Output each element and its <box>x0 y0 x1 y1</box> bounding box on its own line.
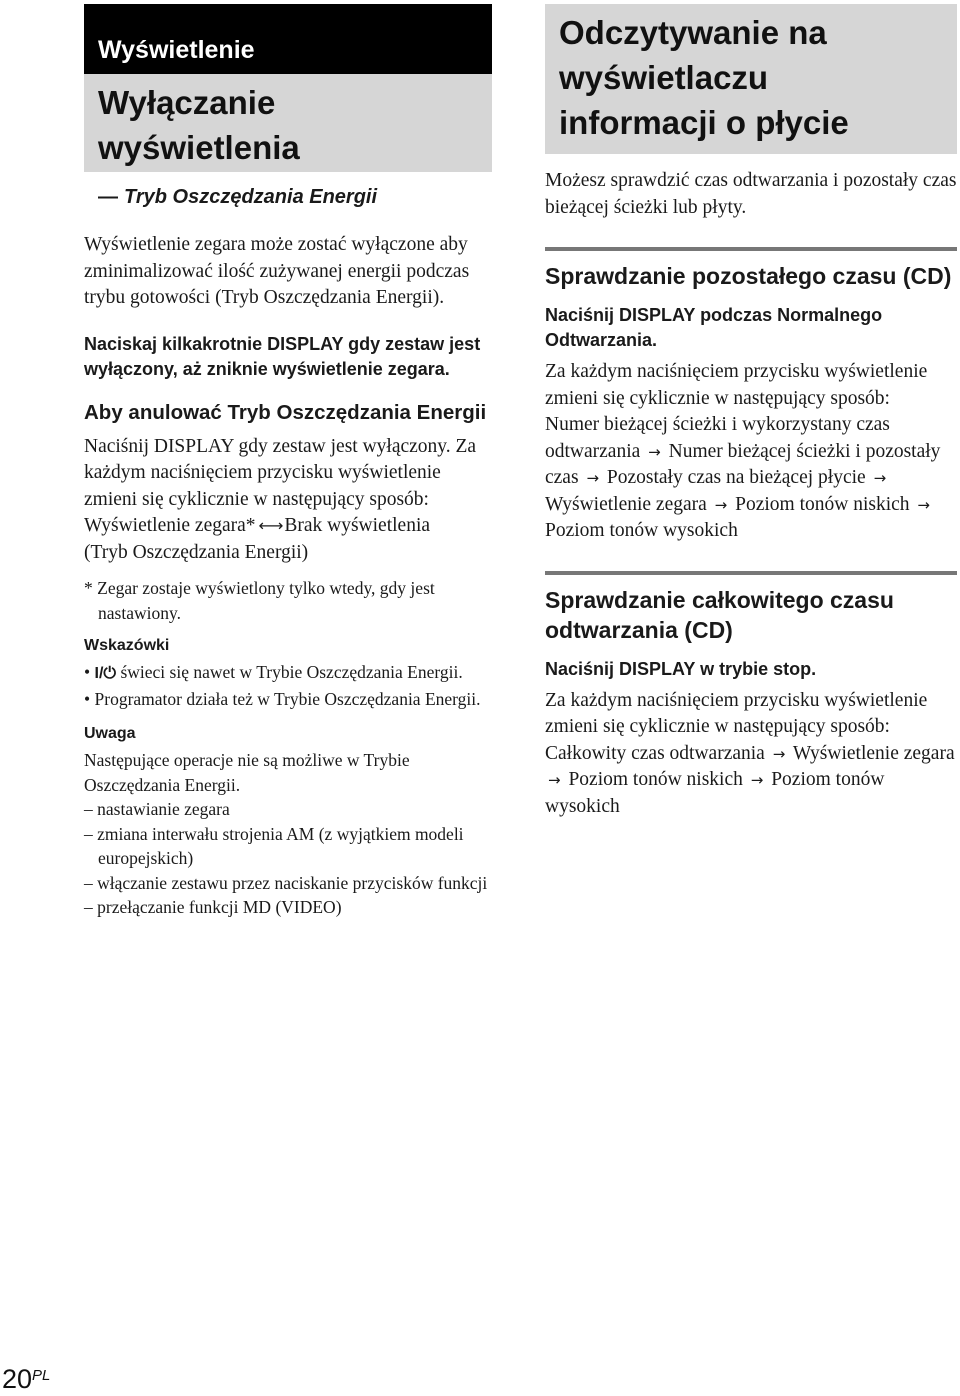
total-time-text: Za każdym naciśnięciem przycisku wyświetlenie zmieni się cyklicznie w następujący sposób: <box>545 689 928 737</box>
note-item: – nastawianie zegara <box>84 799 230 819</box>
note-item: – włączanie zestawu przez naciskanie przycisków funkcji <box>84 872 488 893</box>
left-column <box>84 4 492 920</box>
cycle-item-none: Brak wyświetlenia <box>284 515 431 536</box>
section-title <box>545 4 957 154</box>
page-title <box>84 74 492 172</box>
title-line: informacji o płycie <box>559 104 849 141</box>
intro-paragraph: Wyświetlenie zegara może zostać wyłączone aby zminimalizować ilość zużywanej energii podczas trybu gotowości (Tryb Oszczędzania Energii). <box>84 234 470 308</box>
note-heading: Uwaga <box>84 725 136 742</box>
cycle-item: Poziom tonów wysokich <box>545 520 738 541</box>
note-item: – przełączanie funkcji MD (VIDEO) <box>84 897 342 917</box>
tip-text: świeci się nawet w Trybie Oszczędzania Energii. <box>116 662 463 682</box>
section-divider <box>545 247 957 251</box>
arrow-right-icon: → <box>750 771 764 789</box>
tips-heading: Wskazówki <box>84 637 170 654</box>
page-number <box>2 1364 50 1395</box>
page-number-value: 20 <box>2 1364 33 1394</box>
subtitle-dash: — <box>98 186 118 208</box>
cycle-item: Numer bieżącej ścieżki i wykorzystany czas odtwarzania <box>545 414 890 462</box>
arrow-right-icon: → <box>548 771 561 789</box>
total-time-heading: Sprawdzanie całkowitego czasu odtwarzania (CD) <box>545 586 894 643</box>
section-header <box>84 4 492 74</box>
cycle-item: Wyświetlenie zegara <box>545 493 707 515</box>
cycle-item: Poziom tonów niskich <box>735 493 910 515</box>
footnote: * Zegar zostaje wyświetlony tylko wtedy, gdy jest nastawiony. <box>84 578 435 623</box>
power-icon: I/⏻ <box>94 665 117 682</box>
note-item: – zmiana interwału strojenia AM (z wyjątkiem modeli europejskich) <box>84 823 464 868</box>
remaining-time-instruction: Naciśnij DISPLAY podczas Normalnego Odtwarzania. <box>545 305 883 350</box>
arrow-right-icon: → <box>772 744 786 763</box>
instruction-step: Naciskaj kilkakrotnie DISPLAY gdy zestaw jest wyłączony, aż zniknie wyświetlenie zegara. <box>84 333 481 379</box>
right-column <box>545 4 957 820</box>
title-line: Odczytywanie na <box>559 14 827 51</box>
arrow-right-icon: → <box>873 469 887 487</box>
page-number-suffix: PL <box>32 1367 51 1384</box>
section-label: Wyświetlenie <box>98 36 255 64</box>
cancel-paragraph: Naciśnij DISPLAY gdy zestaw jest wyłączony. Za każdym naciśnięciem przycisku wyświetlenie zmieni się cyklicznie w następujący sposób: <box>84 435 477 510</box>
arrow-right-icon: → <box>586 469 600 487</box>
remaining-time-text: Za każdym naciśnięciem przycisku wyświetlenie zmieni się cyklicznie w następujący sposób: <box>545 361 928 409</box>
note-intro: Następujące operacje nie są możliwe w Trybie Oszczędzania Energii. <box>84 750 410 795</box>
cancel-heading: Aby anulować Tryb Oszczędzania Energii <box>84 400 487 424</box>
bidirectional-arrow-icon: ←→ <box>258 516 282 535</box>
remaining-time-cycle <box>545 412 957 545</box>
tip-item <box>84 660 492 687</box>
bullet: • <box>84 688 91 709</box>
cycle-item: Pozostały czas na bieżącej płycie <box>606 467 866 488</box>
bullet: • <box>84 662 91 682</box>
cycle-item: Poziom tonów niskich <box>568 769 743 790</box>
subtitle-text: Tryb Oszczędzania Energii <box>124 186 378 208</box>
cycle-item: Wyświetlenie zegara <box>792 742 955 764</box>
total-time-cycle <box>545 741 957 821</box>
title-line: wyświetlaczu <box>559 59 769 96</box>
cycle-item-clock: Wyświetlenie zegara* <box>84 515 256 536</box>
subtitle <box>84 184 492 210</box>
arrow-right-icon: → <box>917 495 930 514</box>
arrow-right-icon: → <box>714 495 728 514</box>
cycle-line-2: (Tryb Oszczędzania Energii) <box>84 541 309 563</box>
intro-paragraph: Możesz sprawdzić czas odtwarzania i pozostały czas bieżącej ścieżki lub płyty. <box>545 170 957 218</box>
title-line: Wyłączanie <box>98 84 276 121</box>
section-divider <box>545 571 957 575</box>
remaining-time-heading: Sprawdzanie pozostałego czasu (CD) <box>545 263 952 289</box>
cycle-item: Poziom tonów wysokich <box>545 769 885 817</box>
cycle-item: Numer bieżącej ścieżki i pozostały czas <box>545 440 941 488</box>
title-line: wyświetlenia <box>98 129 300 166</box>
cycle-line <box>84 513 492 540</box>
arrow-right-icon: → <box>648 442 661 461</box>
tip-text: Programator działa też w Trybie Oszczędzania Energii. <box>94 688 481 709</box>
tip-item <box>84 687 492 712</box>
total-time-instruction: Naciśnij DISPLAY w trybie stop. <box>545 658 817 679</box>
cycle-item: Całkowity czas odtwarzania <box>545 742 765 764</box>
